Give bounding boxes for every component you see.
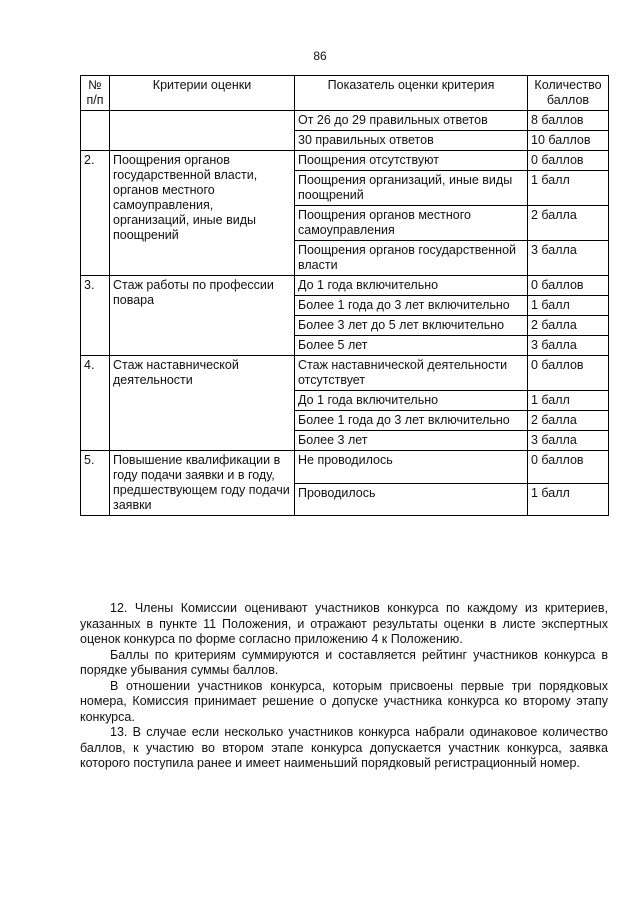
indicator-cell: Проводилось bbox=[295, 483, 528, 516]
paragraph: 12. Члены Комиссии оценивают участников конкурса по каждому из критериев, указанных в пункте 11 Положения, и отражают результаты оценки в листе экспертных оценок конкурса по форме согласно приложению 4 к Положению. bbox=[80, 601, 608, 646]
header-indicator: Показатель оценки критерия bbox=[295, 76, 528, 111]
points-cell: 3 балла bbox=[528, 431, 609, 451]
header-points: Количество баллов bbox=[528, 76, 609, 111]
indicator-cell: Стаж наставнической деятельности отсутствует bbox=[295, 356, 528, 391]
points-cell: 0 баллов bbox=[528, 151, 609, 171]
table-body bbox=[81, 111, 609, 516]
points-cell: 0 баллов bbox=[528, 356, 609, 391]
header-criteria: Критерии оценки bbox=[110, 76, 295, 111]
row-num-cell: 5. bbox=[81, 451, 110, 516]
indicator-cell: Поощрения органов государственной власти bbox=[295, 241, 528, 276]
indicator-cell: Не проводилось bbox=[295, 451, 528, 484]
paragraph: 13. В случае если несколько участников конкурса набрали одинаковое количество баллов, к участию во втором этапе конкурса допускается участник конкурса, заявка которого поступила ранее и имеет наименьший порядковый регистрационный номер. bbox=[80, 725, 608, 770]
points-cell: 2 балла bbox=[528, 411, 609, 431]
points-cell: 0 баллов bbox=[528, 276, 609, 296]
points-cell: 1 балл bbox=[528, 171, 609, 206]
points-cell: 1 балл bbox=[528, 391, 609, 411]
row-num-cell: 2. bbox=[81, 151, 110, 276]
table-row bbox=[81, 151, 609, 171]
indicator-cell: До 1 года включительно bbox=[295, 391, 528, 411]
criterion-cell: Стаж работы по профессии повара bbox=[110, 276, 295, 356]
table-row bbox=[81, 356, 609, 391]
paragraph: В отношении участников конкурса, которым присвоены первые три порядковых номера, Комиссия принимает решение о допуске участника конкурса ко второму этапу конкурса. bbox=[80, 678, 608, 724]
paragraph: Баллы по критериям суммируются и составляется рейтинг участников конкурса в порядке убывания суммы баллов. bbox=[80, 647, 608, 677]
table-header-row bbox=[81, 76, 609, 111]
criterion-cell: Повышение квалификации в году подачи заявки и в году, предшествующем году подачи заявки bbox=[110, 451, 295, 516]
header-num: № п/п bbox=[81, 76, 110, 111]
points-cell: 8 баллов bbox=[528, 111, 609, 131]
page-number: 86 bbox=[313, 49, 327, 63]
row-num-cell: 3. bbox=[81, 276, 110, 356]
points-cell: 10 баллов bbox=[528, 131, 609, 151]
indicator-cell: 30 правильных ответов bbox=[295, 131, 528, 151]
indicator-cell: Более 1 года до 3 лет включительно bbox=[295, 296, 528, 316]
indicator-cell: Более 3 лет bbox=[295, 431, 528, 451]
points-cell: 2 балла bbox=[528, 206, 609, 241]
indicator-cell: До 1 года включительно bbox=[295, 276, 528, 296]
indicator-cell: Более 1 года до 3 лет включительно bbox=[295, 411, 528, 431]
points-cell: 1 балл bbox=[528, 296, 609, 316]
points-cell: 3 балла bbox=[528, 336, 609, 356]
criterion-cell: Стаж наставнической деятельности bbox=[110, 356, 295, 451]
table-row bbox=[81, 276, 609, 296]
criterion-cell: Поощрения органов государственной власти, органов местного самоуправления, организаций, иные виды поощрений bbox=[110, 151, 295, 276]
indicator-cell: Более 5 лет bbox=[295, 336, 528, 356]
indicator-cell: Более 3 лет до 5 лет включительно bbox=[295, 316, 528, 336]
points-cell: 2 балла bbox=[528, 316, 609, 336]
points-cell: 0 баллов bbox=[528, 451, 609, 484]
points-cell: 3 балла bbox=[528, 241, 609, 276]
table-row bbox=[81, 111, 609, 131]
row-num-cell: 4. bbox=[81, 356, 110, 451]
criterion-cell bbox=[110, 111, 295, 151]
row-num-cell bbox=[81, 111, 110, 151]
indicator-cell: Поощрения отсутствуют bbox=[295, 151, 528, 171]
indicator-cell: Поощрения организаций, иные виды поощрений bbox=[295, 171, 528, 206]
table-row bbox=[81, 451, 609, 484]
indicator-cell: Поощрения органов местного самоуправления bbox=[295, 206, 528, 241]
body-text bbox=[80, 601, 608, 772]
points-cell: 1 балл bbox=[528, 483, 609, 516]
indicator-cell: От 26 до 29 правильных ответов bbox=[295, 111, 528, 131]
criteria-table bbox=[80, 75, 609, 516]
